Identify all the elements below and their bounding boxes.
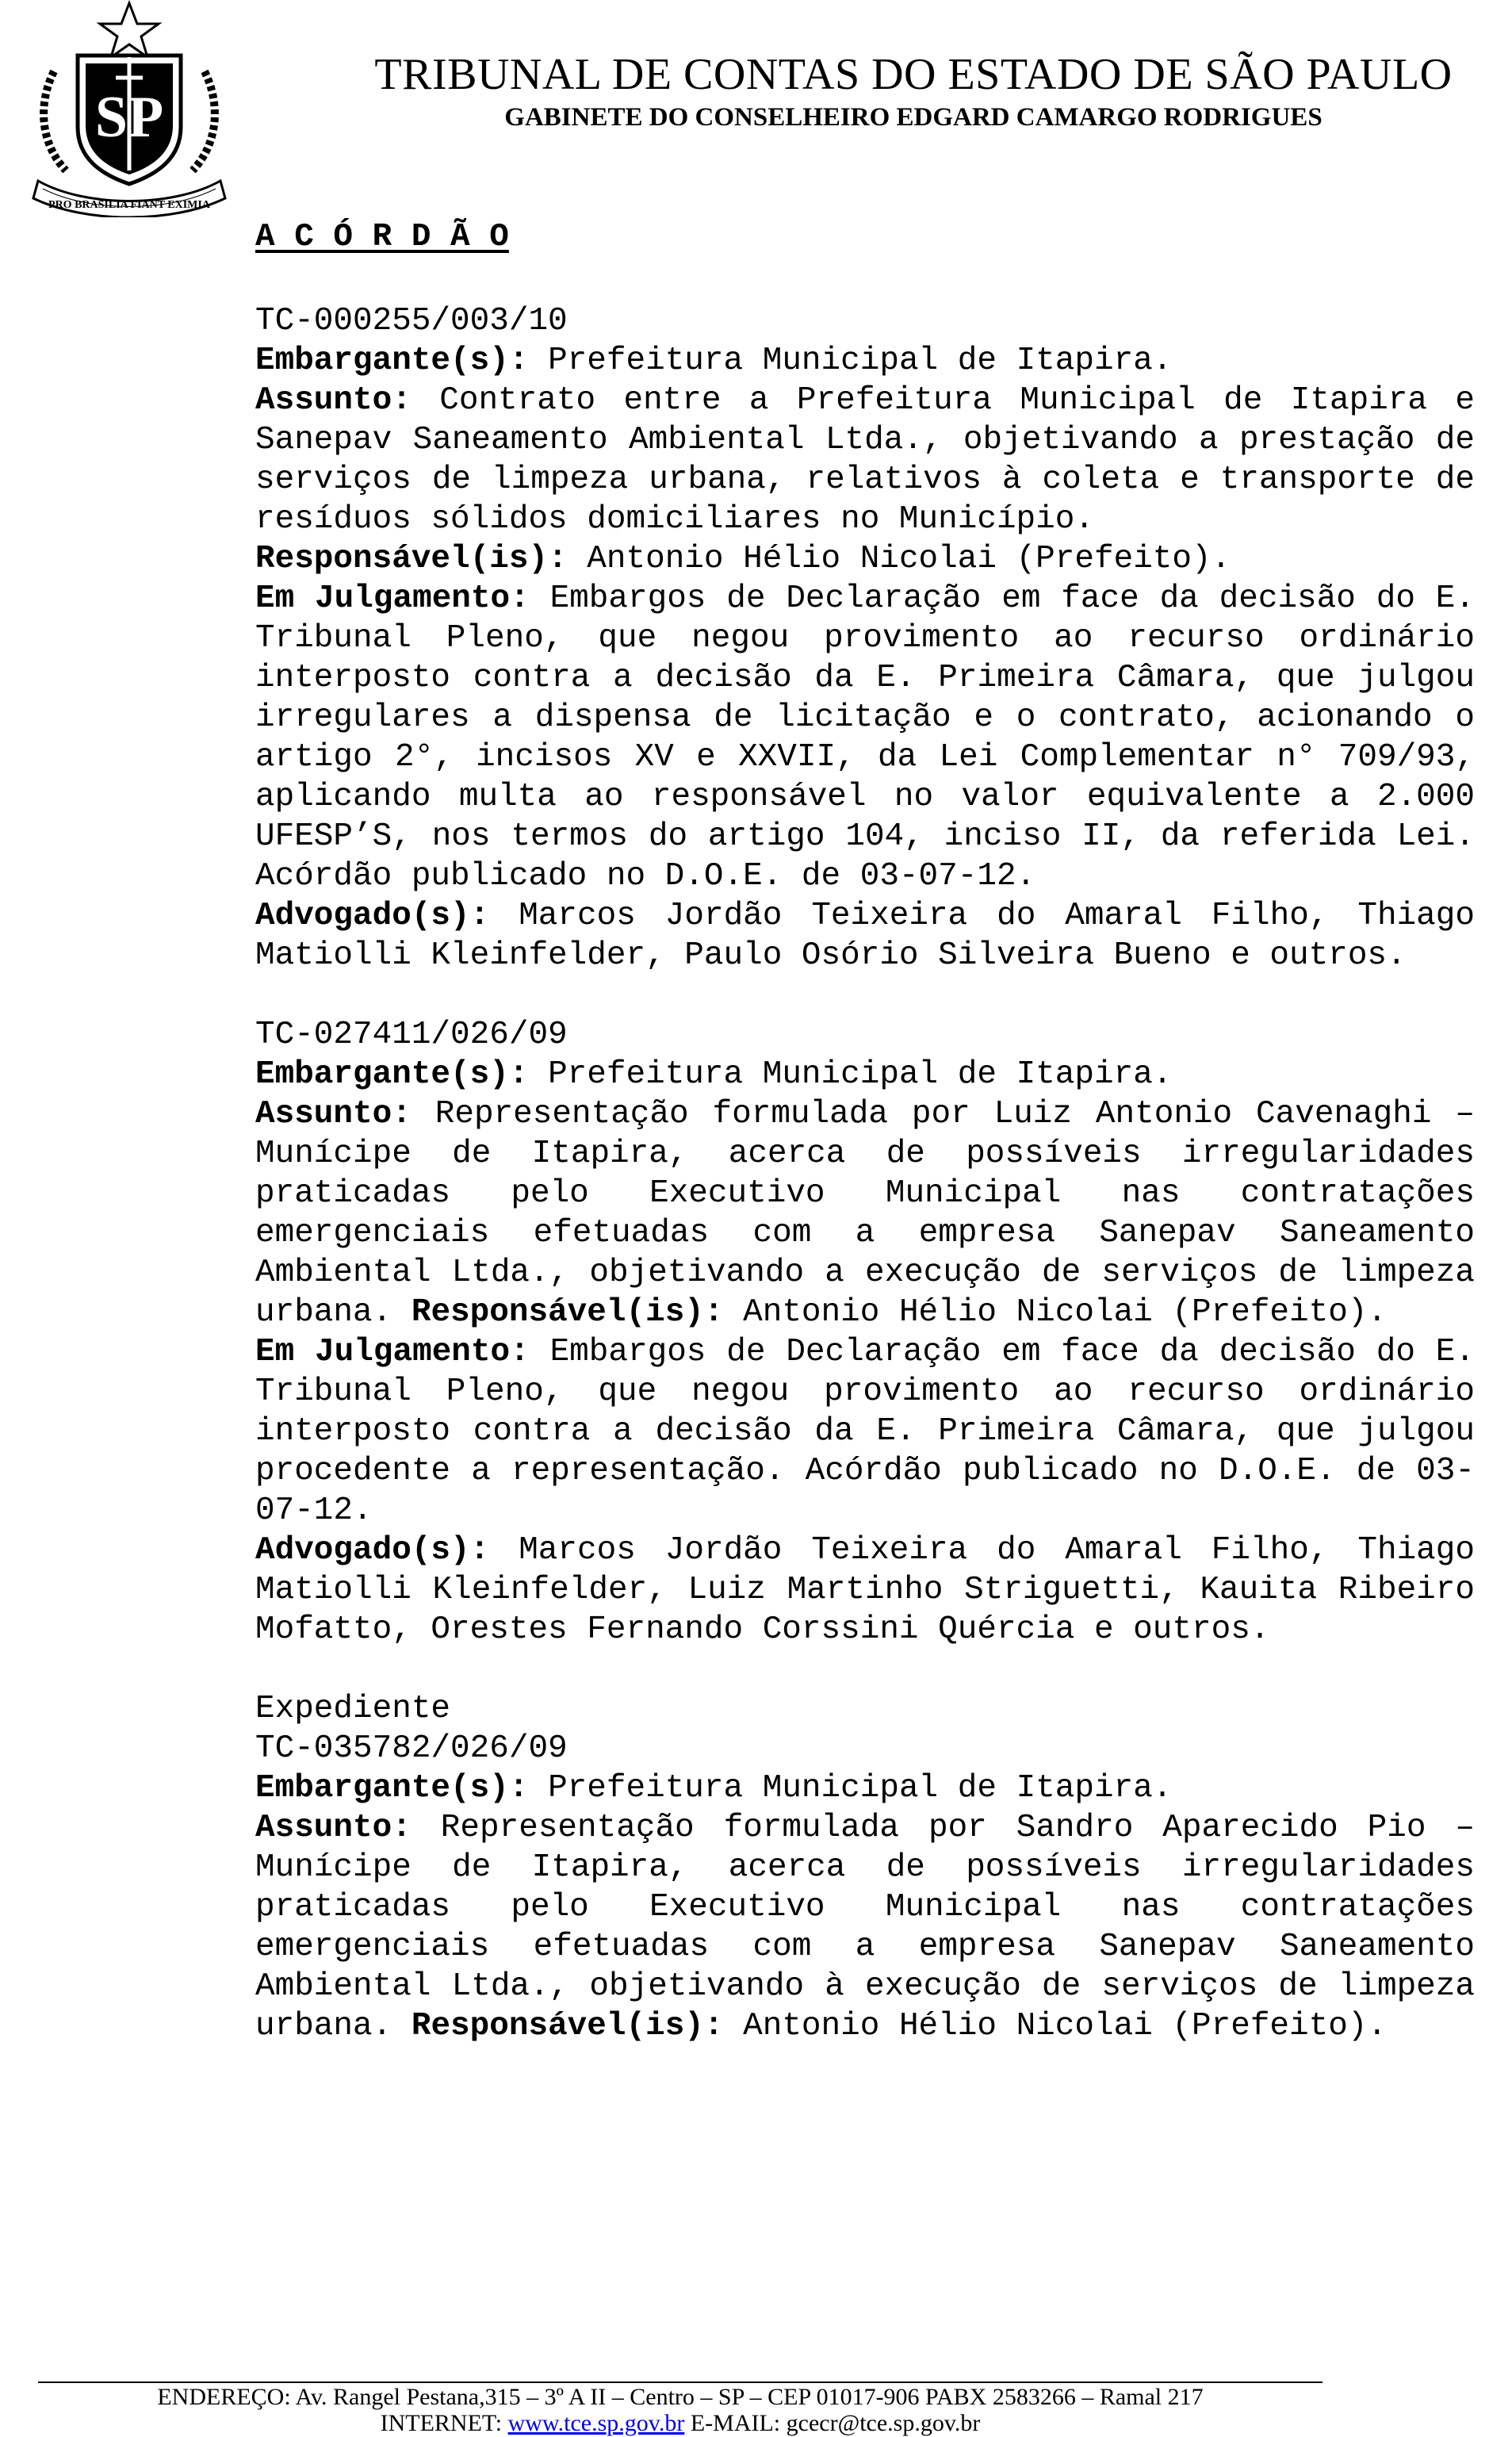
- case-embargante: [255, 1055, 1475, 1094]
- embargante-value: Prefeitura Municipal de Itapira.: [548, 1770, 1173, 1807]
- case-number: TC-035782/026/09: [255, 1730, 568, 1767]
- advogado-label: Advogado(s):: [255, 898, 490, 934]
- seal-motto: PRO BRASILIA FIANT EXIMIA: [48, 199, 210, 211]
- case-advogado: [255, 1531, 1475, 1650]
- email-label: E-MAIL:: [690, 2410, 781, 2436]
- case-assunto: [255, 1808, 1475, 2046]
- responsavel-label: Responsável(is):: [411, 2008, 724, 2044]
- case-julgamento: [255, 1332, 1475, 1531]
- assunto-label: Assunto:: [255, 1096, 411, 1132]
- website-link[interactable]: www.tce.sp.gov.br: [507, 2410, 685, 2436]
- advogado-value: Marcos Jordão Teixeira do Amaral Filho, Thiago Matiolli Kleinfelder, Paulo Osório Silveira Bueno e outros.: [255, 898, 1475, 974]
- state-seal-logo: [22, 0, 236, 217]
- document-body: [255, 301, 1475, 2046]
- assunto-label: Assunto:: [255, 1810, 411, 1846]
- responsavel-value: Antonio Hélio Nicolai (Prefeito).: [587, 541, 1231, 577]
- embargante-label: Embargante(s):: [255, 1056, 529, 1093]
- case-assunto: [255, 381, 1475, 539]
- embargante-value: Prefeitura Municipal de Itapira.: [548, 343, 1173, 379]
- footer-address: ENDEREÇO: Av. Rangel Pestana,315 – 3º A II – Centro – SP – CEP 01017-906 PABX 2583266 – Ramal 217: [157, 2384, 1204, 2410]
- julgamento-label: Em Julgamento:: [255, 1334, 530, 1370]
- advogado-label: Advogado(s):: [255, 1532, 490, 1569]
- responsavel-value: Antonio Hélio Nicolai (Prefeito).: [743, 2008, 1388, 2044]
- case-embargante: [255, 341, 1475, 381]
- institution-title: TRIBUNAL DE CONTAS DO ESTADO DE SÃO PAULO: [374, 50, 1453, 99]
- case-preface: Expediente: [255, 1691, 451, 1727]
- julgamento-label: Em Julgamento:: [255, 581, 530, 617]
- case-number: TC-000255/003/10: [255, 303, 568, 339]
- case-assunto: [255, 1094, 1475, 1332]
- case-advogado: [255, 896, 1475, 975]
- case-number: TC-027411/026/09: [255, 1017, 568, 1053]
- assunto-value: Representação formulada por Sandro Aparecido Pio – Munícipe de Itapira, acerca de possíveis irregularidades praticadas pelo Executivo Municipal nas contratações emergenciais efetuadas com a empresa Sanepav Saneamento Ambiental Ltda., objetivando à execução de serviços de limpeza urbana.: [255, 1810, 1476, 2044]
- assunto-value: Representação formulada por Luiz Antonio Cavenaghi – Munícipe de Itapira, acerca de possíveis irregularidades praticadas pelo Executivo Municipal nas contratações emergenciais efetuadas com a empresa Sanepav Saneamento Ambiental Ltda., objetivando a execução de serviços de limpeza urbana.: [255, 1096, 1475, 1331]
- embargante-label: Embargante(s):: [255, 343, 529, 379]
- julgamento-value: Embargos de Declaração em face da decisão do E. Tribunal Pleno, que negou provimento ao recurso ordinário interposto contra a decisão da E. Primeira Câmara, que julgou irregulares a dispensa de licitação e o contrato, acionando o artigo 2°, incisos XV e XXVII, da Lei Complementar n° 709/93, aplicando multa ao responsável no valor equivalente a 2.000 UFESP’S, nos termos do artigo 104, inciso II, da referida Lei. Acórdão publicado no D.O.E. de 03-07-12.: [255, 581, 1475, 895]
- footer-contacts: [38, 2410, 1323, 2437]
- responsavel-label: Responsável(is):: [255, 541, 568, 577]
- seal-initials: SP: [94, 85, 164, 150]
- embargante-label: Embargante(s):: [255, 1770, 529, 1807]
- case-julgamento: [255, 579, 1475, 896]
- julgamento-value: Embargos de Declaração em face da decisão do E. Tribunal Pleno, que negou provimento ao recurso ordinário interposto contra a decisão da E. Primeira Câmara, que julgou procedente a representação. Acórdão publicado no D.O.E. de 03-07-12.: [255, 1334, 1475, 1529]
- assunto-label: Assunto:: [255, 382, 411, 419]
- embargante-value: Prefeitura Municipal de Itapira.: [548, 1056, 1173, 1093]
- office-subtitle: GABINETE DO CONSELHEIRO EDGARD CAMARGO RODRIGUES: [504, 103, 1323, 132]
- advogado-value: Marcos Jordão Teixeira do Amaral Filho, Thiago Matiolli Kleinfelder, Luiz Martinho Striguetti, Kauita Ribeiro Mofatto, Orestes Fernando Corssini Quércia e outros.: [255, 1532, 1475, 1648]
- email-address: gcecr@tce.sp.gov.br: [786, 2410, 981, 2436]
- case-responsavel: [255, 539, 1475, 579]
- responsavel-label: Responsável(is):: [411, 1294, 724, 1331]
- assunto-value: Contrato entre a Prefeitura Municipal de Itapira e Sanepav Saneamento Ambiental Ltda., objetivando a prestação de serviços de limpeza urbana, relativos à coleta e transporte de resíduos sólidos domiciliares no Município.: [255, 382, 1476, 538]
- document-heading: A C Ó R D Ã O: [255, 219, 509, 255]
- footer-divider: [38, 2381, 1323, 2383]
- responsavel-value: Antonio Hélio Nicolai (Prefeito).: [743, 1294, 1388, 1331]
- case-embargante: [255, 1768, 1475, 1808]
- internet-label: INTERNET:: [380, 2410, 503, 2436]
